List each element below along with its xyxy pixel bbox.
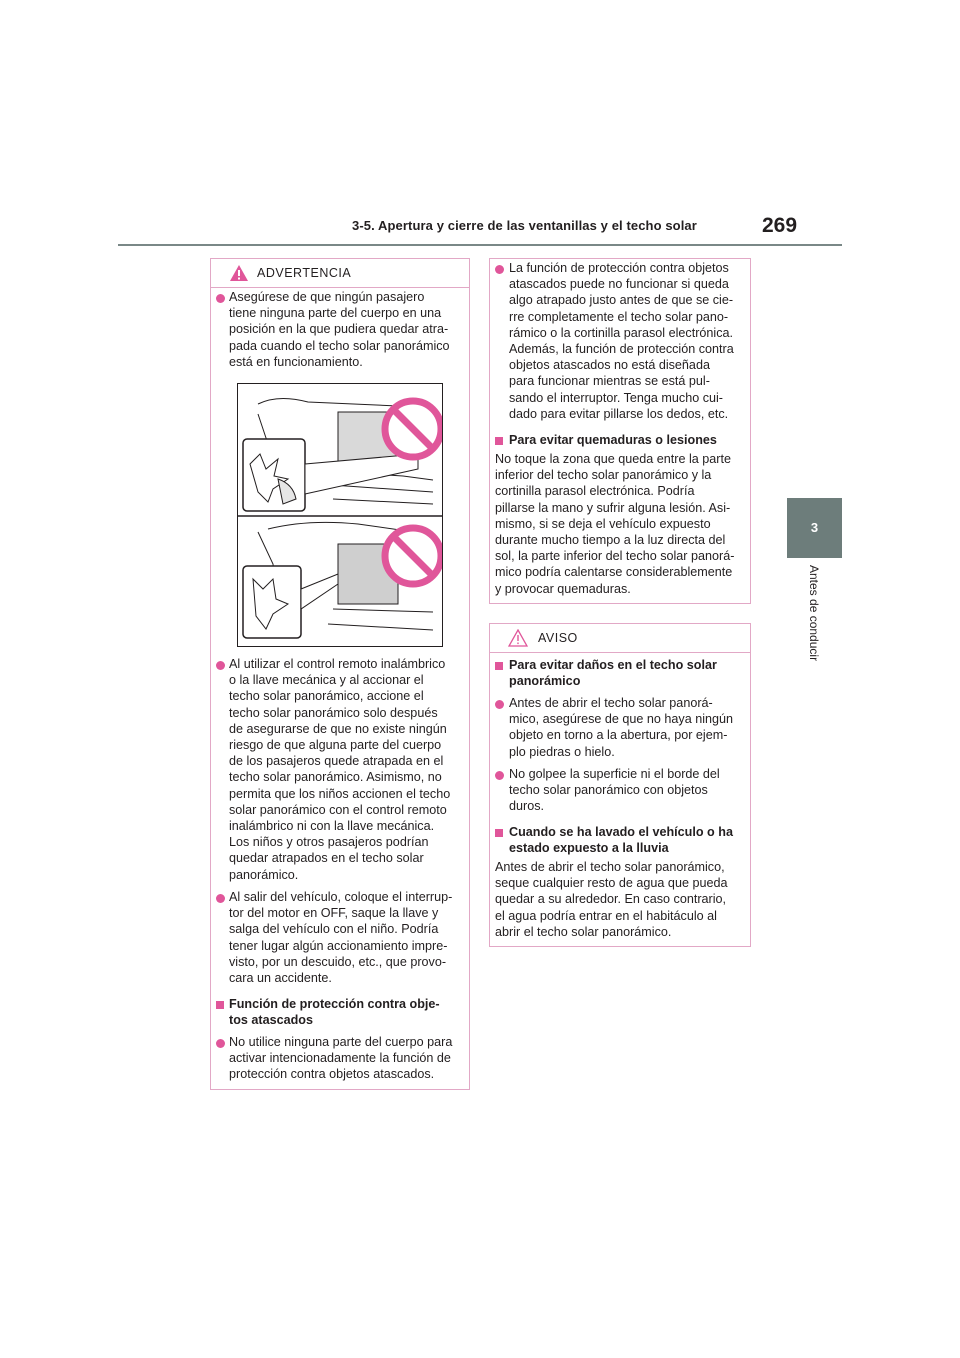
bullet-icon bbox=[216, 661, 225, 670]
notice-paragraph-3: Antes de abrir el techo solar panorámico, seque cualquier resto de agua que pueda quedar a su alrededor. En caso contrario, el agua podría entrar en el habitáculo al abrir el techo solar panorámico. bbox=[495, 860, 728, 939]
chapter-label-text: Antes de conducir bbox=[807, 565, 821, 662]
bullet-icon bbox=[216, 894, 225, 903]
caution-triangle-icon bbox=[508, 629, 528, 647]
warning-subheading: Función de protección contra obje- tos atascados bbox=[229, 997, 440, 1028]
right-subheading: Para evitar quemaduras o lesiones bbox=[509, 433, 717, 447]
warning-paragraph-4: No utilice ninguna parte del cuerpo para activar intencionadamente la función de protección contra objetos atascados. bbox=[229, 1035, 453, 1082]
chapter-label bbox=[787, 565, 842, 705]
section-title: 3-5. Apertura y cierre de las ventanillas y el techo solar bbox=[352, 218, 697, 233]
section-square-icon bbox=[216, 1001, 224, 1009]
bullet-icon bbox=[216, 1039, 225, 1048]
notice-subheading-2: Cuando se ha lavado el vehículo o ha estado expuesto a la lluvia bbox=[509, 825, 733, 856]
notice-header bbox=[490, 624, 750, 653]
warning-triangle-icon bbox=[229, 264, 249, 282]
page-number: 269 bbox=[762, 214, 798, 237]
section-square-icon bbox=[495, 829, 503, 837]
warning-paragraph-1: Asegúrese de que ningún pasajero tiene ninguna parte del cuerpo en una posición en la que pudiera quedar atra- pada cuando el techo solar panorámico está en funcionamiento. bbox=[229, 290, 450, 369]
warning-paragraph-2: Al utilizar el control remoto inalámbrico o la llave mecánica y al accionar el techo solar panorámico, accione el techo solar panorámico solo después de asegurarse de que no existe ningún riesgo de que alguna parte del cuerpo de los pasajeros quede atrapada en el techo solar panorámico. Asimismo, no permita que los niños accionen el techo solar panorámico con el control remoto inalámbrico ni con la llave mecánica. Los niños y otros pasajeros podrían quedar atrapados en el techo solar panorámico. bbox=[229, 657, 451, 882]
sunroof-pinch-illustration bbox=[238, 384, 442, 646]
right-paragraph-2: No toque la zona que queda entre la parte inferior del techo solar panorámico y la cortinilla parasol electrónica. Podría pillarse la mano y sufrir alguna lesión. Asi- mismo, si se deja el vehículo expuesto durante mucho tiempo a la luz directa del sol, la parte inferior del techo solar panorá- mico podría calentarse considerablemente y provocar quemaduras. bbox=[495, 452, 735, 596]
right-paragraph-1: La función de protección contra objetos atascados puede no funcionar si queda algo atrapado justo antes de que se cie- rre completamente el techo solar pano- rámico o la cortinilla parasol electrónica. Además, la función de protección contra objetos atascados no está diseñada para funcionar mientras se está pul- sando el interruptor. Tenga mucho cui- dado para evitar pillarse los dedos, etc. bbox=[509, 261, 734, 421]
bullet-icon bbox=[495, 700, 504, 709]
header-divider bbox=[118, 244, 842, 246]
notice-paragraph-2: No golpee la superficie ni el borde del techo solar panorámico con objetos duros. bbox=[509, 767, 720, 814]
chapter-number: 3 bbox=[810, 520, 819, 535]
sunroof-warning-illustration bbox=[237, 383, 443, 647]
warning-paragraph-3: Al salir del vehículo, coloque el interrup- tor del motor en OFF, saque la llave y salga del vehículo con el niño. Podría tener lugar algún accionamiento impre- visto, por un descuido, etc., que provo- cara un accidente. bbox=[229, 890, 453, 986]
notice-subheading-1: Para evitar daños en el techo solar panorámico bbox=[509, 658, 717, 689]
warning-header bbox=[211, 259, 469, 288]
section-square-icon bbox=[495, 662, 503, 670]
bullet-icon bbox=[216, 294, 225, 303]
bullet-icon bbox=[495, 771, 504, 780]
section-square-icon bbox=[495, 437, 503, 445]
notice-title: AVISO bbox=[538, 631, 578, 645]
bullet-icon bbox=[495, 265, 504, 274]
notice-paragraph-1: Antes de abrir el techo solar panorá- mico, asegúrese de que no haya ningún objeto en torno a la abertura, por ejem- plo piedras o hielo. bbox=[509, 696, 734, 759]
warning-title: ADVERTENCIA bbox=[257, 266, 352, 280]
chapter-tab[interactable] bbox=[787, 498, 842, 558]
